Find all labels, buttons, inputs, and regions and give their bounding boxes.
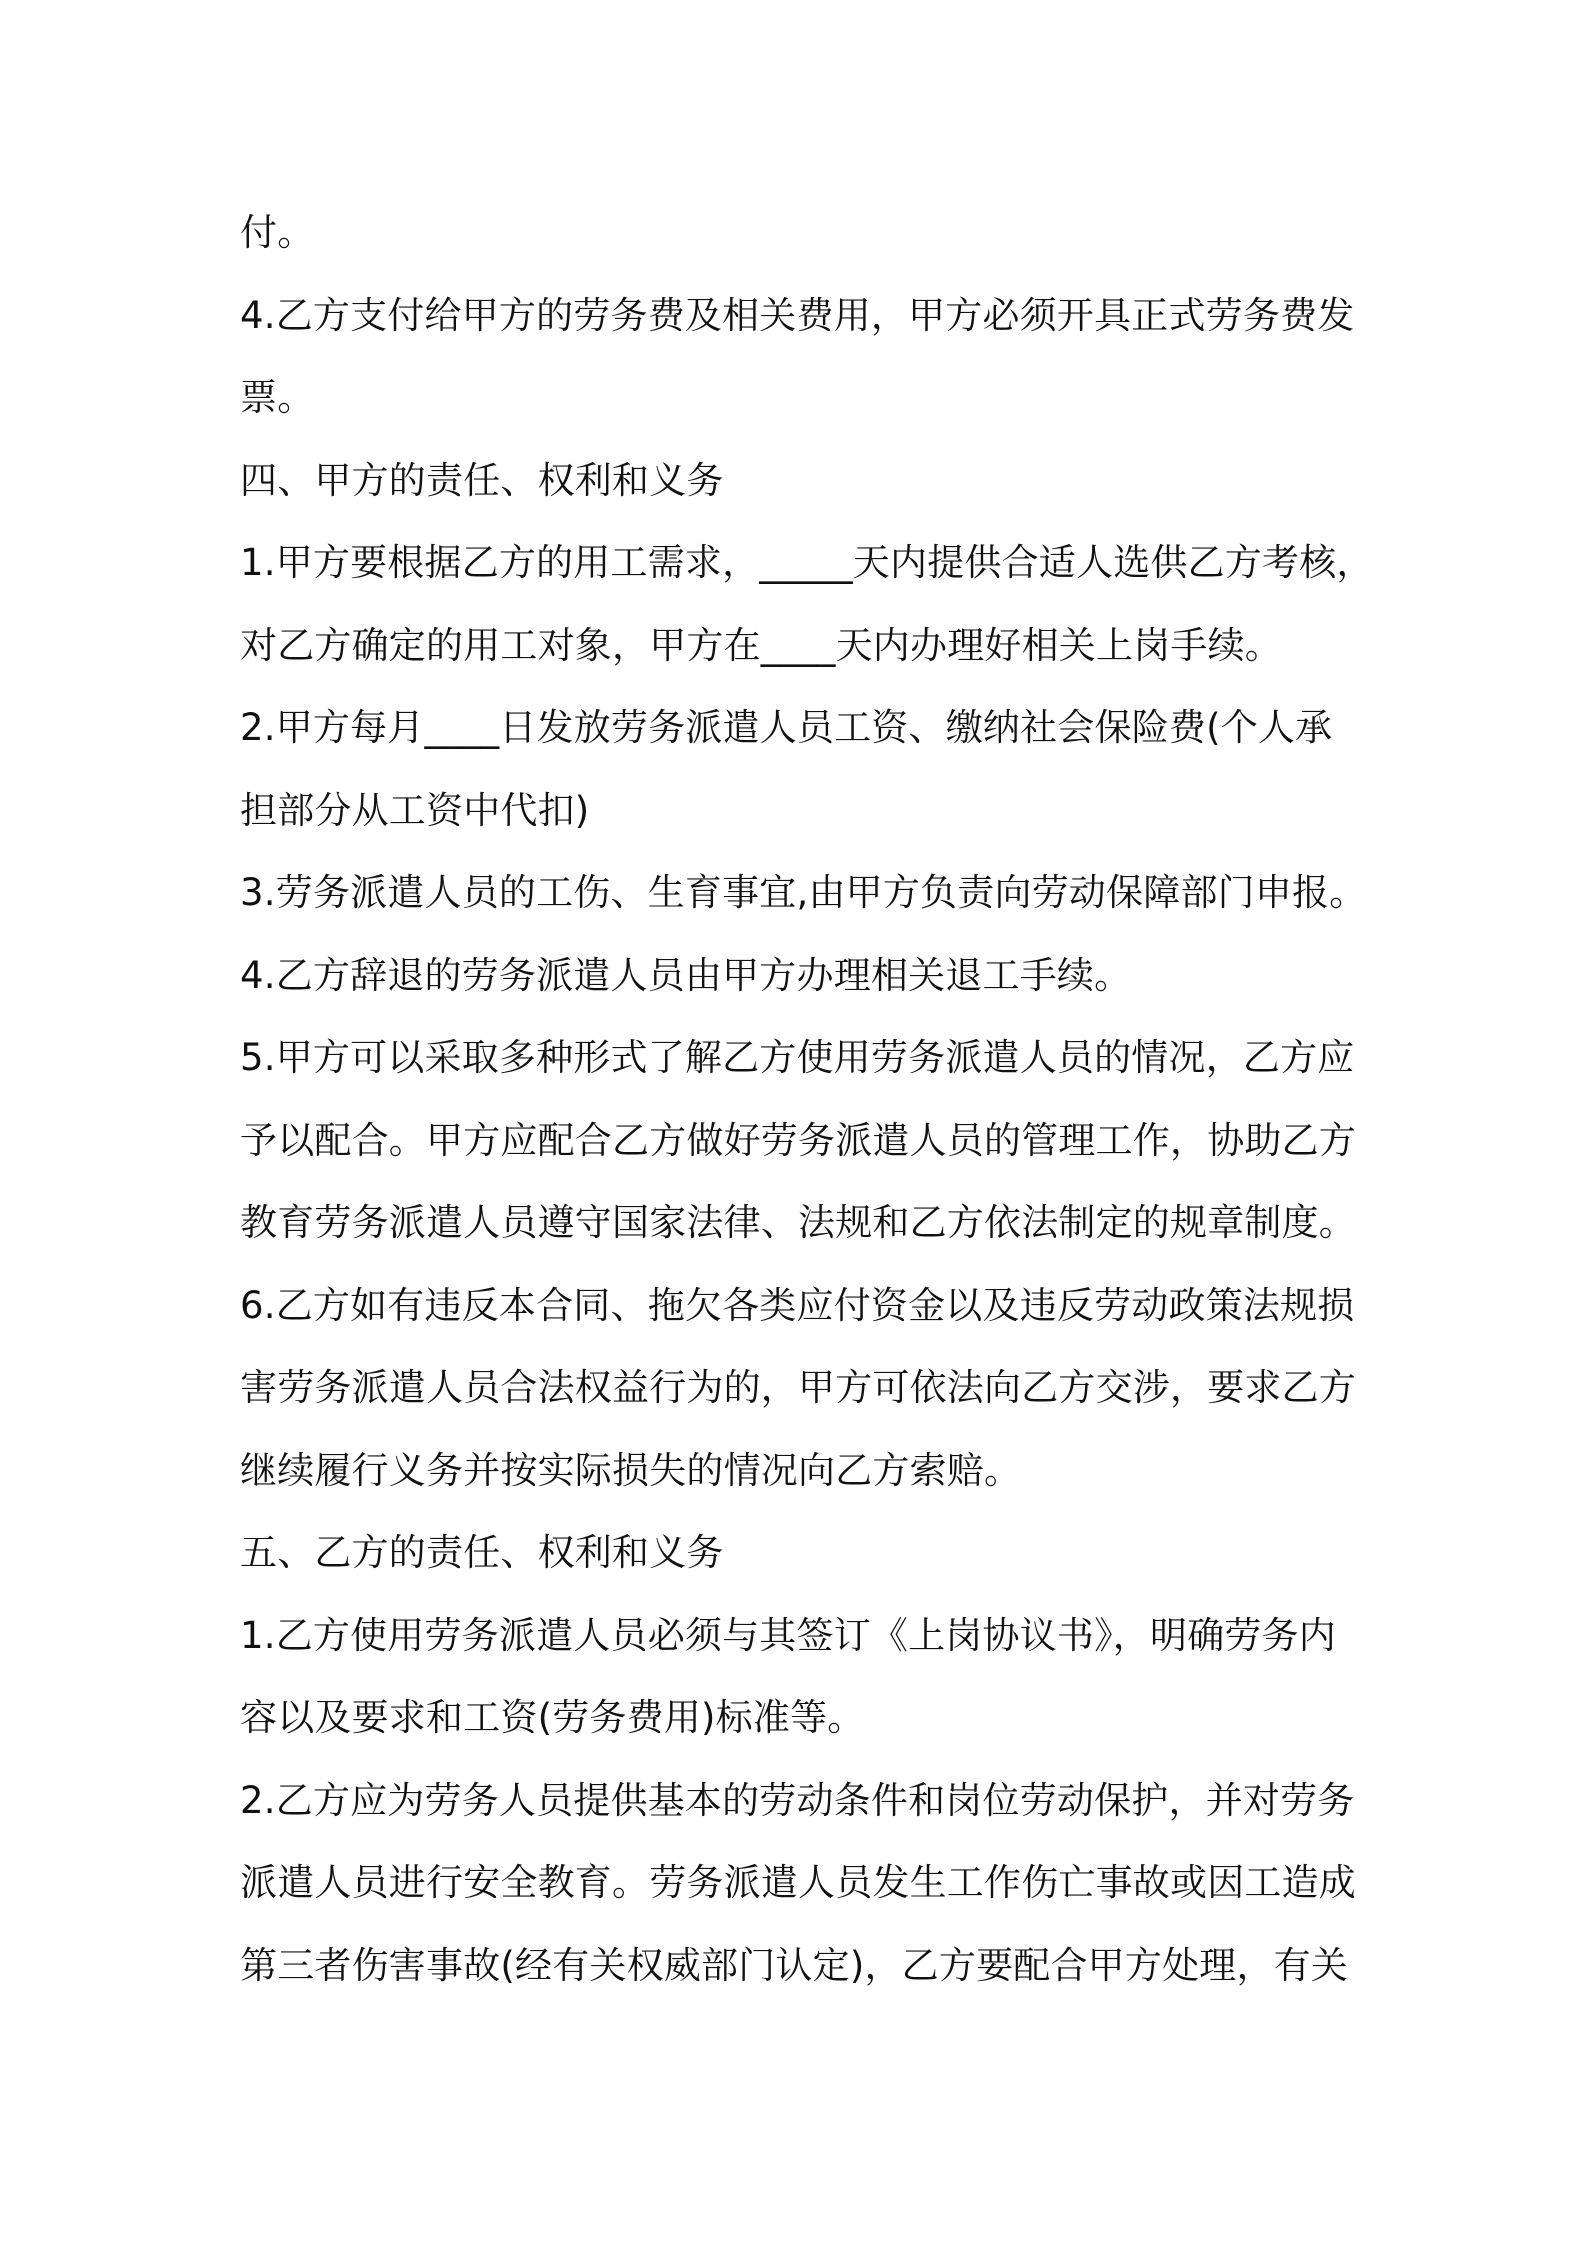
text-line: 教育劳务派遣人员遵守国家法律、法规和乙方依法制定的规章制度。	[240, 1201, 1356, 1244]
text-line: 1.甲方要根据乙方的用工需求，_____天内提供合适人选供乙方考核，	[240, 541, 1374, 584]
text-line: 予以配合。甲方应配合乙方做好劳务派遣人员的管理工作，协助乙方	[240, 1118, 1356, 1162]
text-line: 3.劳务派遣人员的工伤、生育事宜,由甲方负责向劳动保障部门申报。	[240, 871, 1367, 914]
text-line: 派遣人员进行安全教育。劳务派遣人员发生工作伤亡事故或因工造成	[240, 1861, 1356, 1904]
text-line: 2.乙方应为劳务人员提供基本的劳动条件和岗位劳动保护，并对劳务	[240, 1778, 1355, 1822]
section-heading-4: 四、甲方的责任、权利和义务	[240, 458, 724, 502]
text-line: 害劳务派遣人员合法权益行为的，甲方可依法向乙方交涉，要求乙方	[240, 1366, 1356, 1409]
text-line: 2.甲方每月____日发放劳务派遣人员工资、缴纳社会保险费(个人承	[240, 706, 1333, 749]
document-body	[240, 192, 1374, 2007]
text-line: 对乙方确定的用工对象，甲方在____天内办理好相关上岗手续。	[240, 623, 1282, 667]
section-heading-5: 五、乙方的责任、权利和义务	[240, 1531, 724, 1574]
text-line: 4.乙方支付给甲方的劳务费及相关费用，甲方必须开具正式劳务费发	[240, 293, 1355, 337]
text-line: 继续履行义务并按实际损失的情况向乙方索赔。	[240, 1448, 1022, 1492]
text-line: 6.乙方如有违反本合同、拖欠各类应付资金以及违反劳动政策法规损	[240, 1283, 1355, 1327]
text-line: 5.甲方可以采取多种形式了解乙方使用劳务派遣人员的情况，乙方应	[240, 1036, 1355, 1079]
text-line: 担部分从工资中代扣)	[240, 788, 590, 832]
text-line: 付。	[240, 211, 315, 254]
text-line: 1.乙方使用劳务派遣人员必须与其签订《上岗协议书》，明确劳务内	[240, 1613, 1336, 1657]
text-line: 票。	[240, 376, 315, 419]
text-line: 4.乙方辞退的劳务派遣人员由甲方办理相关退工手续。	[240, 953, 1132, 997]
text-line: 容以及要求和工资(劳务费用)标准等。	[240, 1696, 865, 1739]
text-line: 第三者伤害事故(经有关权威部门认定)，乙方要配合甲方处理，有关	[240, 1943, 1349, 1987]
